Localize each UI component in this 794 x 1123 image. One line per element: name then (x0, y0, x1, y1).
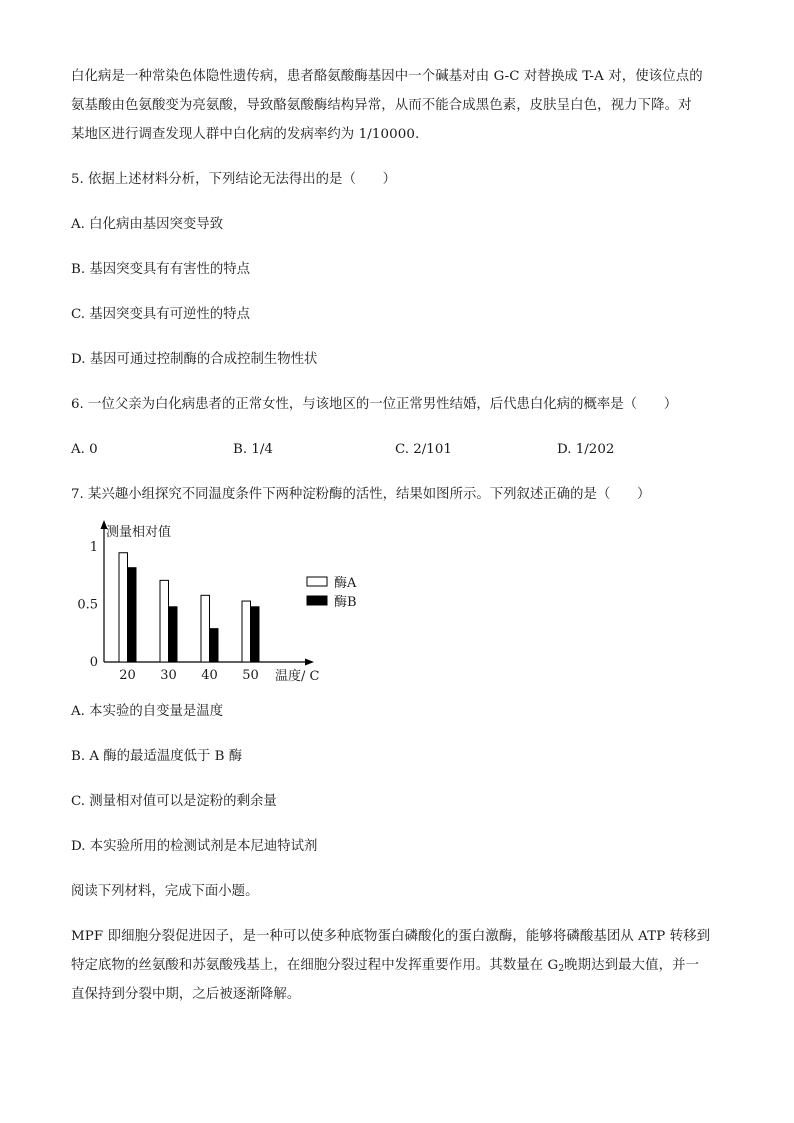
legend-swatch-酶A (307, 577, 327, 586)
question-6-option-d: D. 1/202 (557, 442, 615, 457)
intro-paragraph (71, 62, 725, 149)
question-7 (71, 472, 725, 869)
question-7-option-a: A. 本实验的自变量是温度 (71, 704, 224, 719)
legend-swatch-酶B (307, 596, 327, 605)
question-5-option-d: D. 基因可通过控制酶的合成控制生物性状 (71, 352, 318, 367)
question-6-option-a: A. 0 (71, 442, 98, 457)
bar-酶A-40 (201, 595, 210, 662)
x-tick-label: 50 (242, 668, 259, 683)
reading-line-1: MPF 即细胞分裂促进因子，是一种可以使多种底物蛋白磷酸化的蛋白激酶，能够将磷酸基团从 ATP 转移到 (71, 929, 711, 944)
question-7-option-c: C. 测量相对值可以是淀粉的剩余量 (71, 794, 277, 809)
bar-酶B-50 (251, 607, 260, 662)
question-7-stem: 7. 某兴趣小组探究不同温度条件下两种淀粉酶的活性，结果如图所示。下列叙述正确的是（ ） (71, 487, 651, 502)
question-6-options (71, 427, 725, 472)
bar-酶B-20 (128, 568, 137, 662)
chart-legend (307, 576, 357, 610)
intro-line-1: 白化病是一种常染色体隐性遗传病，患者酪氨酸酶基因中一个碱基对由 G-C 对替换成 T-A 对，使该位点的 (71, 69, 703, 84)
question-5 (71, 157, 725, 382)
x-tick-label: 30 (160, 668, 177, 683)
question-7-option-b: B. A 酶的最适温度低于 B 酶 (71, 749, 243, 764)
bar-酶A-30 (160, 580, 169, 662)
x-axis-arrow (305, 659, 314, 666)
reading-line-2 (71, 951, 725, 980)
bar-酶A-50 (242, 601, 251, 662)
question-6-stem: 6. 一位父亲为白化病患者的正常女性，与该地区的一位正常男性结婚，后代患白化病的概率是（ ） (71, 397, 678, 412)
legend-label-酶A: 酶A (334, 576, 357, 591)
y-tick-label: 1 (89, 540, 98, 555)
bar-酶B-40 (210, 629, 219, 662)
question-7-option-d: D. 本实验所用的检测试剂是本尼迪特试剂 (71, 839, 318, 854)
reading-line-3: 直保持到分裂中期，之后被逐渐降解。 (71, 987, 301, 1002)
y-tick-label: 0 (89, 655, 98, 670)
bar-酶B-30 (169, 607, 178, 662)
question-5-option-a: A. 白化病由基因突变导致 (71, 217, 224, 232)
question-5-stem: 5. 依据上述材料分析，下列结论无法得出的是（ ） (71, 172, 397, 187)
g2-subscript: 2 (558, 964, 565, 974)
bar-酶A-20 (119, 553, 128, 662)
y-axis-label: 测量相对值 (106, 525, 172, 540)
x-tick-label: 20 (119, 668, 136, 683)
question-6 (71, 382, 725, 472)
reading-line-2-tail: 晚期达到最大值，并一 (564, 958, 700, 973)
intro-line-2: 氨基酸由色氨酸变为亮氨酸，导致酪氨酸酶结构异常，从而不能合成黑色素，皮肤呈白色，视力下降。对 (71, 98, 692, 113)
y-tick-label: 0.5 (77, 597, 98, 613)
question-6-option-c: C. 2/101 (395, 442, 452, 457)
chart-svg (71, 517, 371, 689)
reading-paragraph (71, 922, 725, 1009)
enzyme-activity-chart (71, 517, 371, 689)
legend-label-酶B: 酶B (334, 595, 357, 610)
chart-bars (119, 553, 259, 662)
question-5-option-c: C. 基因突变具有可逆性的特点 (71, 307, 250, 322)
question-5-option-b: B. 基因突变具有有害性的特点 (71, 262, 251, 277)
question-6-option-b: B. 1/4 (233, 442, 273, 457)
reading-instruction: 阅读下列材料，完成下面小题。 (71, 884, 259, 899)
document-page (71, 62, 725, 1009)
chart-labels (77, 524, 319, 684)
x-axis-label: 温度/ C (275, 669, 320, 684)
intro-line-3: 某地区进行调查发现人群中白化病的发病率约为 1/10000. (71, 127, 420, 142)
x-tick-label: 40 (201, 668, 218, 683)
reading-line-2-head: 特定底物的丝氨酸和苏氨酸残基上，在细胞分裂过程中发挥重要作用。其数量在 G (71, 958, 559, 973)
